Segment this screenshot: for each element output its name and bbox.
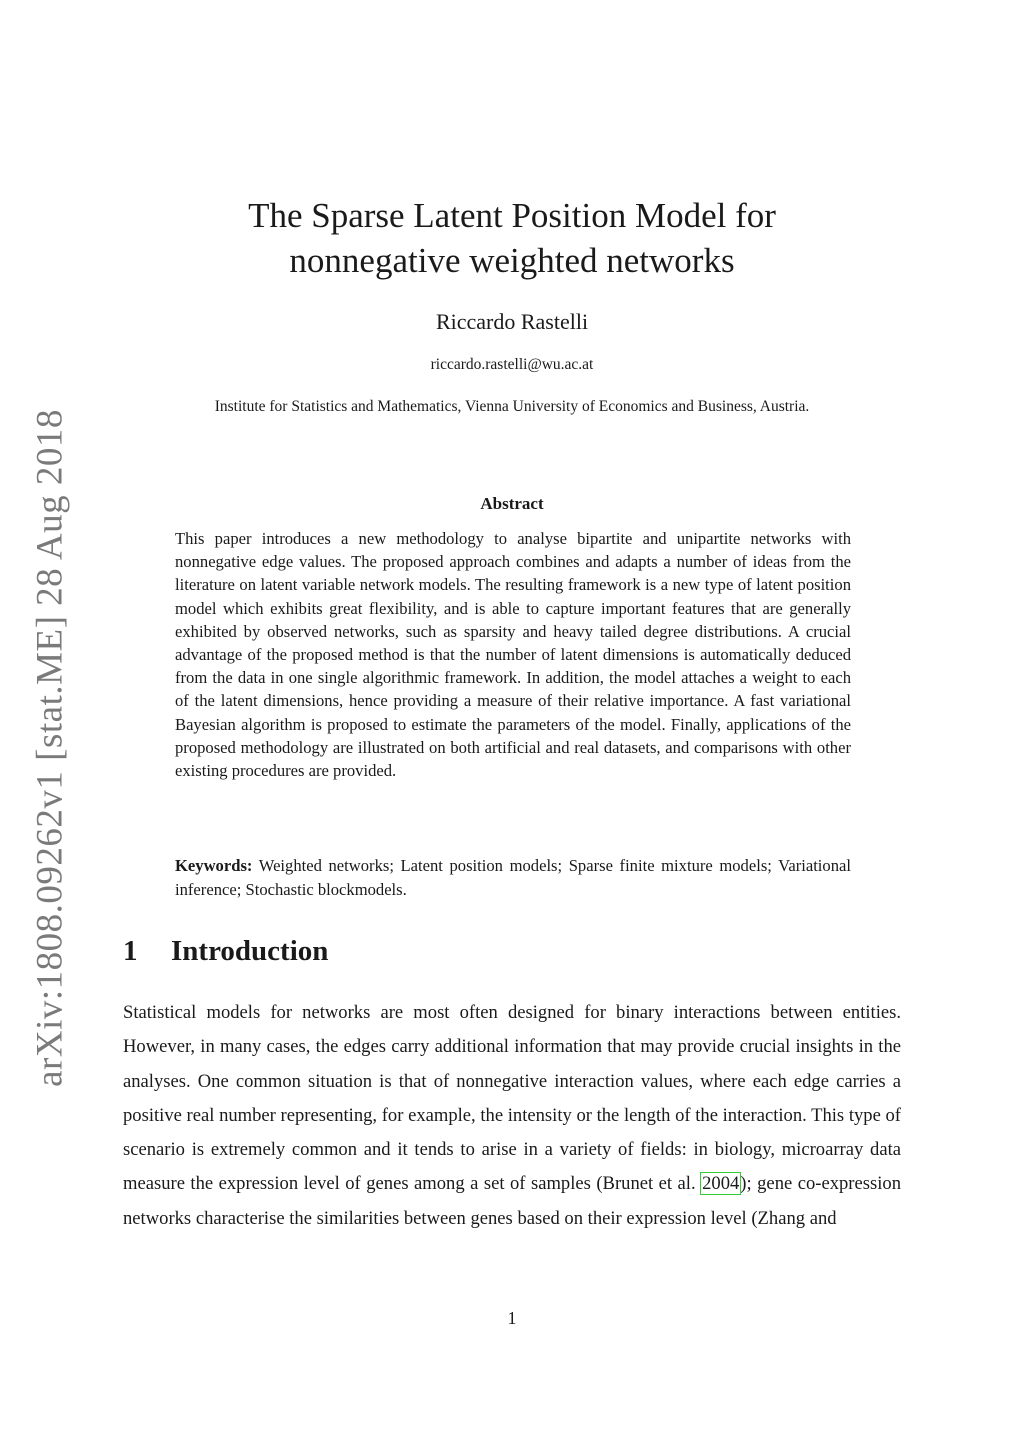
intro-text-after-citation: ); gene co-expression networks characterise the similarities between genes based on their expression level (Zhang and: [123, 1173, 901, 1229]
intro-text-before-citation: Statistical models for networks are most often designed for binary interactions between entities. However, in many cases, the edges carry additional information that may provide crucial insights in the analyses. One common situation is that of nonnegative interaction values, where each edge carries a positive real number representing, for example, the intensity or the length of the interaction. This type of scenario is extremely common and it tends to arise in a variety of fields: in biology, microarray data measure the expression level of genes among a set of samples (Brunet et al.: [123, 1002, 901, 1195]
title-line-2: nonnegative weighted networks: [289, 241, 735, 280]
paper-title: [0, 193, 1024, 283]
section-heading-introduction: [123, 935, 328, 968]
author-name: Riccardo Rastelli: [435, 309, 589, 334]
arxiv-identifier-stamp: arXiv:1808.09262v1 [stat.ME] 28 Aug 2018: [29, 409, 71, 1087]
introduction-paragraph: [123, 996, 901, 1236]
keywords-paragraph: [175, 854, 851, 901]
citation-link[interactable]: 2004: [702, 1173, 740, 1195]
keywords-text: Weighted networks; Latent position models; Sparse finite mixture models; Variational inference; Stochastic blockmodels.: [175, 856, 851, 899]
page-number: 1: [507, 1308, 517, 1328]
title-line-1: The Sparse Latent Position Model for: [248, 196, 776, 235]
section-number: 1: [123, 935, 138, 967]
keywords-label: Keywords:: [175, 856, 253, 875]
author-affiliation: Institute for Statistics and Mathematics, Vienna University of Economics and Business, Austria.: [214, 398, 810, 415]
abstract-heading: Abstract: [480, 494, 544, 513]
section-title: Introduction: [171, 935, 329, 967]
abstract-text: This paper introduces a new methodology to analyse bipartite and unipartite networks with nonnegative edge values. The proposed approach combines and adapts a number of ideas from the literature on latent variable network models. The resulting framework is a new type of latent position model which exhibits great flexibility, and is able to capture important features that are generally exhibited by observed networks, such as sparsity and heavy tailed degree distributions. A crucial advantage of the proposed method is that the number of latent dimensions is automatically deduced from the data in one single algorithmic framework. In addition, the model attaches a weight to each of the latent dimensions, hence providing a measure of their relative importance. A fast variational Bayesian algorithm is proposed to estimate the parameters of the model. Finally, applications of the proposed methodology are illustrated on both artificial and real datasets, and comparisons with other existing procedures are provided.: [175, 529, 851, 781]
author-email: riccardo.rastelli@wu.ac.at: [430, 356, 594, 373]
